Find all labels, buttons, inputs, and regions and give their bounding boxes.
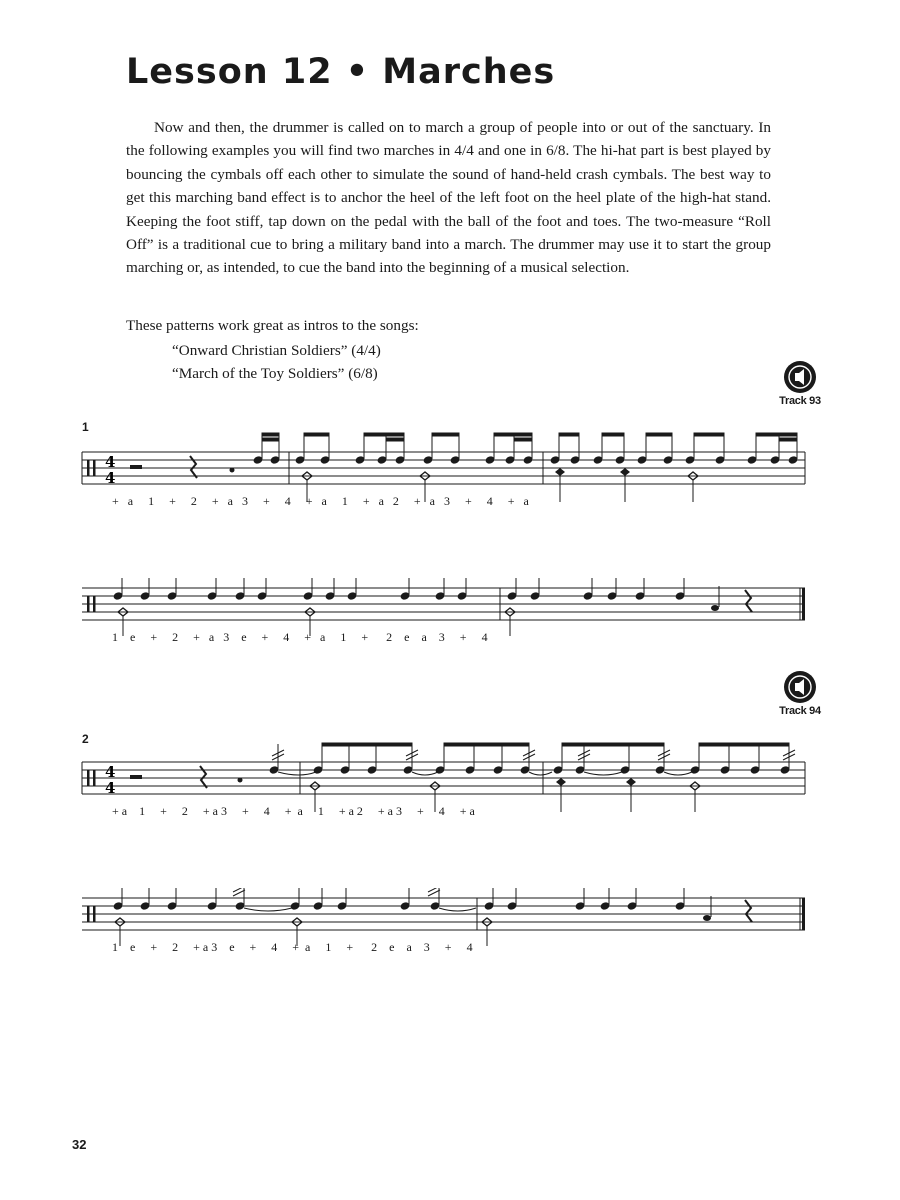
time-sig-top: 4 [105,453,116,471]
example-number: 1 [82,420,89,434]
example-2-system-2 [0,888,900,1028]
example-2-system-1 [0,728,900,868]
track-94-badge[interactable] [770,670,830,717]
song-title-2: “March of the Toy Soldiers” (6/8) [172,365,378,382]
audio-track-icon [783,670,817,704]
page-number: 32 [72,1137,87,1152]
lesson-paragraph: Now and then, the drummer is called on to march a group of people into or out of the sanctuary. In the following examples you will find two marches in 4/4 and one in 6/8. The hi-hat part is best played by bouncing the cymbals off each other to simulate the sound of hand-held crash cymbals. The best way to get this marching band effect is to anchor the heel of the left foot on the heel plate of the high-hat stand. Keeping the foot stiff, tap down on the pedal with the ball of the foot and toes. The two-measure “Roll Off” is a traditional cue to bring a military band into a march. The drummer may use it to start the group marching or, as intended, to cue the band into the beginning of a musical selection. [126,119,771,277]
time-sig-bottom: 4 [105,469,116,487]
intro-text: These patterns work great as intros to the songs: [126,317,419,334]
example-1-system-1 [0,418,900,558]
count-line: 1 e + 2 + a 3 e + 4 + a 1 + 2 e a 3 + 4 [112,630,488,644]
time-sig-bottom: 4 [105,779,116,797]
drum-staff [0,888,900,968]
drum-staff [0,578,900,658]
count-line: + a 1 + 2 + a 3 + 4 + a 1 + a 2 + a 3 + 4 + a [112,494,529,508]
example-1-system-2 [0,578,900,718]
track-93-badge[interactable] [770,360,830,407]
count-line: + a 1 + 2 + a 3 + 4 + a 1 + a 2 + a 3 + 4 + a [112,804,475,818]
count-line: 1 e + 2 + a 3 e + 4 + a 1 + 2 e a 3 + 4 [112,940,473,954]
audio-track-icon [783,360,817,394]
time-sig-top: 4 [105,763,116,781]
example-number: 2 [82,732,89,746]
track-label: Track 93 [779,395,821,407]
song-title-1: “Onward Christian Soldiers” (4/4) [172,342,381,359]
track-label: Track 94 [779,705,821,717]
lesson-title: Lesson 12 • Marches [126,52,556,92]
